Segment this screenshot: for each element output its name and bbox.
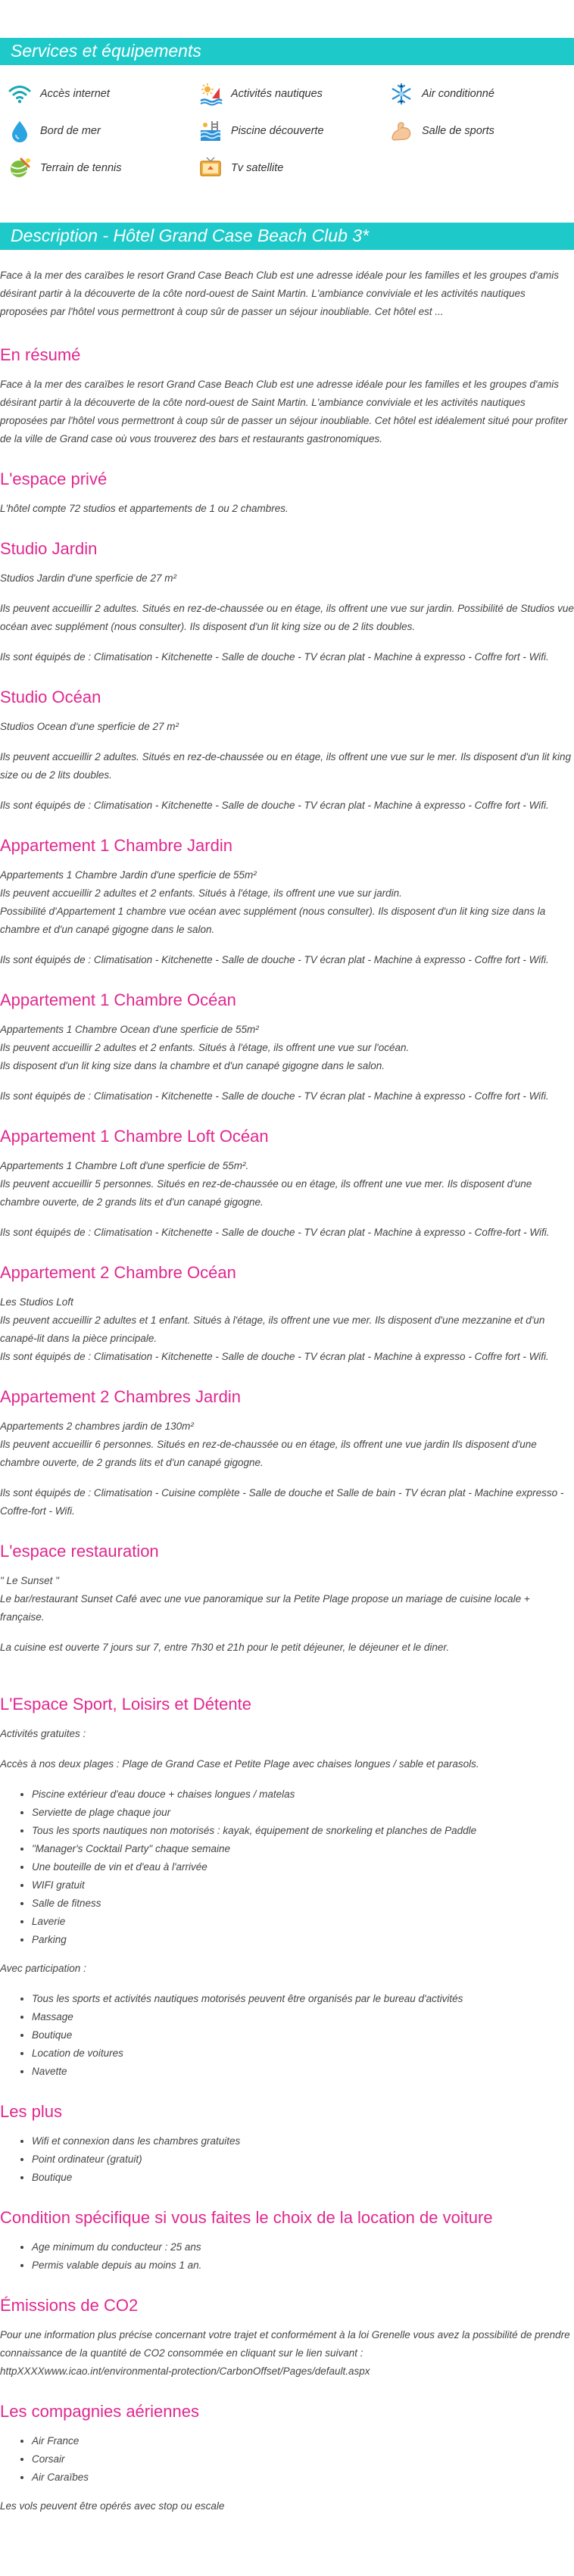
restauration-line1: " Le Sunset " [0, 1575, 59, 1586]
apt1-jardin-equip: Ils sont équipés de : Climatisation - Kitchenette - Salle de douche - TV écran plat - Machine à expresso - Coffre fort - Wifi. [0, 954, 549, 965]
plus-list [0, 2132, 574, 2187]
espace-prive-text: L'hôtel compte 72 studios et appartements de 1 ou 2 chambres. [0, 503, 289, 514]
list-item: • Age minimum du conducteur : 25 ans [32, 2238, 574, 2256]
description-banner: Description - Hôtel Grand Case Beach Club 3* [0, 223, 574, 250]
section-title-compagnies: Les compagnies aériennes [0, 2402, 199, 2421]
apt1-ocean-equip: Ils sont équipés de : Climatisation - Kitchenette - Salle de douche - TV écran plat - Machine à expresso - Coffre fort - Wifi. [0, 1090, 549, 1102]
section-title-co2: Émissions de CO2 [0, 2296, 139, 2315]
service-item-aircon: Air conditionné [389, 82, 574, 106]
apt1-jardin-line3: Possibilité d'Appartement 1 chambre vue océan avec supplément (nous consulter). Ils disposent d'un lit king size dans la chambre et d'un canapé gigogne dans le salon. [0, 906, 546, 935]
apt1-jardin-line1: Appartements 1 Chambre Jardin d'une sperficie de 55m² [0, 869, 257, 881]
apt1-loft-equip: Ils sont équipés de : Climatisation - Kitchenette - Salle de douche - TV écran plat - Machine à expresso - Coffre-fort - Wifi. [0, 1227, 550, 1238]
apt2-jardin-line1: Appartements 2 chambres jardin de 130m² [0, 1421, 194, 1432]
studio-jardin-equip: Ils sont équipés de : Climatisation - Kitchenette - Salle de douche - TV écran plat - Machine à expresso - Coffre fort - Wifi. [0, 651, 549, 663]
compagnies-list [0, 2432, 574, 2487]
list-item: • Corsair [32, 2450, 574, 2468]
section-title-apt1-ocean: Appartement 1 Chambre Océan [0, 990, 236, 1009]
tennis-icon [8, 156, 32, 180]
apt1-loft-line1: Appartements 1 Chambre Loft d'une sperficie de 55m². [0, 1160, 249, 1171]
section-title-apt2-jardin: Appartement 2 Chambres Jardin [0, 1387, 241, 1406]
list-item: • Parking [32, 1931, 574, 1949]
list-item: • Location de voitures [32, 2044, 574, 2063]
service-item-sport: Salle de sports [389, 119, 574, 143]
sport-free-label: Activités gratuites : [0, 1728, 86, 1739]
list-item: • Permis valable depuis au moins 1 an. [32, 2256, 574, 2275]
apt1-jardin-line2: Ils peuvent accueillir 2 adultes et 2 enfants. Situés à l'étage, ils offrent une vue sur jardin. [0, 887, 402, 899]
location-list [0, 2238, 574, 2275]
services-banner: Services et équipements [0, 38, 574, 65]
sport-access: Accès à nos deux plages : Plage de Grand Case et Petite Plage avec chaises longues / sable et parasols. [0, 1758, 479, 1770]
section-title-espace-prive: L'espace privé [0, 469, 108, 488]
apt1-ocean-line1: Appartements 1 Chambre Ocean d'une sperficie de 55m² [0, 1024, 259, 1035]
list-item: • Serviette de plage chaque jour [32, 1804, 574, 1822]
service-item-bord-de-mer: Bord de mer [8, 119, 198, 143]
list-item: • Boutique [32, 2169, 574, 2187]
list-item: • Point ordinateur (gratuit) [32, 2150, 574, 2169]
tv-icon [198, 156, 223, 180]
wifi-icon [8, 82, 32, 106]
section-title-location: Condition spécifique si vous faites le choix de la location de voiture [0, 2208, 493, 2227]
service-item-tv: Tv satellite [198, 156, 389, 180]
muscle-arm-icon [389, 119, 413, 143]
apt2-ocean-equip: Ils sont équipés de : Climatisation - Kitchenette - Salle de douche - TV écran plat - Machine à expresso - Coffre fort - Wifi. [0, 1351, 549, 1362]
list-item: • Boutique [32, 2026, 574, 2044]
co2-link[interactable]: httpXXXXwww.icao.int/environmental-protection/CarbonOffset/Pages/default.aspx [0, 2365, 370, 2377]
studio-jardin-text: Ils peuvent accueillir 2 adultes. Situés en rez-de-chaussée ou en étage, ils offrent une vue sur jardin. Possibilité de Studios vue océan avec supplément (nous consulter). Ils disposent d'un lit king size ou de 2 lits doubles. [0, 603, 574, 632]
co2-text: Pour une information plus précise concernant votre trajet et conformément à la loi Grenelle vous avez la possibilité de prendre connaissance de la quantité de CO2 consommée en cliquant sur le lien suivant : [0, 2329, 570, 2359]
service-item-piscine: Piscine découverte [198, 119, 389, 143]
apt2-ocean-line2: Ils peuvent accueillir 2 adultes et 1 enfant. Situés à l'étage, ils offrent une vue mer. Ils disposent d'une mezzanine et d'un canapé-lit dans la pièce principale. [0, 1315, 545, 1344]
apt2-ocean-line1: Les Studios Loft [0, 1296, 73, 1308]
apt2-jardin-line2: Ils peuvent accueillir 6 personnes. Situés en rez-de-chaussée ou en étage, ils offrent une vue jardin Ils disposent d'une chambre ouverte, de 2 grands lits et d'un canapé gigogne. [0, 1439, 537, 1468]
compagnies-note: Les vols peuvent être opérés avec stop ou escale [0, 2500, 225, 2512]
list-item: • Air France [32, 2432, 574, 2450]
section-title-plus: Les plus [0, 2102, 62, 2121]
apt2-jardin-equip: Ils sont équipés de : Climatisation - Cuisine complète - Salle de douche et Salle de bain - TV écran plat - Machine expresso - Coffre-fort - Wifi. [0, 1487, 564, 1517]
section-title-apt1-loft: Appartement 1 Chambre Loft Océan [0, 1127, 269, 1146]
sport-free-list [0, 1785, 574, 1949]
list-item: • Massage [32, 2008, 574, 2026]
sport-paid-label: Avec participation : [0, 1963, 86, 1974]
section-title-apt2-ocean: Appartement 2 Chambre Océan [0, 1263, 236, 1282]
studio-ocean-equip: Ils sont équipés de : Climatisation - Kitchenette - Salle de douche - TV écran plat - Machine à expresso - Coffre fort - Wifi. [0, 800, 549, 811]
sport-paid-list [0, 1990, 574, 2081]
apt1-ocean-line3: Ils disposent d'un lit king size dans la chambre et d'un canapé gigogne dans le salon. [0, 1060, 385, 1071]
section-title-studio-jardin: Studio Jardin [0, 539, 98, 558]
studio-ocean-size: Studios Ocean d'une sperficie de 27 m² [0, 721, 179, 732]
water-drop-icon [8, 119, 32, 143]
list-item: • Navette [32, 2063, 574, 2081]
studio-ocean-text: Ils peuvent accueillir 2 adultes. Situés en rez-de-chaussée ou en étage, ils offrent une vue sur le mer. Ils disposent d'un lit king size ou de 2 lits doubles. [0, 751, 571, 781]
service-item-internet: Accès internet [8, 82, 198, 106]
list-item: • Laverie [32, 1913, 574, 1931]
list-item: • Wifi et connexion dans les chambres gratuites [32, 2132, 574, 2150]
service-item-tennis: Terrain de tennis [8, 156, 198, 180]
list-item: • Tous les sports et activités nautiques motorisés peuvent être organisés par le bureau d'activités [32, 1990, 574, 2008]
section-title-sport: L'Espace Sport, Loisirs et Détente [0, 1695, 251, 1714]
list-item: • Salle de fitness [32, 1895, 574, 1913]
resume-text: Face à la mer des caraïbes le resort Grand Case Beach Club est une adresse idéale pour les familles et les groupes d'amis désirant partir à la découverte de la côte nord-ouest de Saint Martin. L'ambiance conviviale et les activités nautiques proposées par l'hôtel vous permettront à coup sûr de passer un séjour inoubliable. Cet hôtel est idéalement situé pour profiter de la ville de Grand case où vous trouverez des bars et restaurants gastronomiques. [0, 379, 568, 444]
restauration-line3: La cuisine est ouverte 7 jours sur 7, entre 7h30 et 21h pour le petit déjeuner, le déjeuner et le diner. [0, 1642, 450, 1653]
section-title-apt1-jardin: Appartement 1 Chambre Jardin [0, 836, 232, 855]
studio-jardin-size: Studios Jardin d'une sperficie de 27 m² [0, 572, 176, 584]
list-item: • Une bouteille de vin et d'eau à l'arrivée [32, 1858, 574, 1876]
services-grid [0, 82, 574, 180]
list-item: • Piscine extérieur d'eau douce + chaises longues / matelas [32, 1785, 574, 1804]
description-intro: Face à la mer des caraïbes le resort Grand Case Beach Club est une adresse idéale pour les familles et les groupes d'amis désirant partir à la découverte de la côte nord-ouest de Saint Martin. L'ambiance conviviale et les activités nautiques proposées par l'hôtel vous permettront à coup sûr de passer un séjour inoubliable. Cet hôtel est ... [0, 270, 559, 317]
section-title-resume: En résumé [0, 345, 81, 364]
snowflake-icon [389, 82, 413, 106]
list-item: • "Manager's Cocktail Party" chaque semaine [32, 1840, 574, 1858]
pool-icon [198, 119, 223, 143]
apt1-ocean-line2: Ils peuvent accueillir 2 adultes et 2 enfants. Situés à l'étage, ils offrent une vue sur l'océan. [0, 1042, 410, 1053]
section-title-studio-ocean: Studio Océan [0, 688, 101, 706]
service-item-nautique: Activités nautiques [198, 82, 389, 106]
apt1-loft-line2: Ils peuvent accueillir 5 personnes. Situés en rez-de-chaussée ou en étage, ils offrent une vue mer. Ils disposent d'une chambre ouverte, de 2 grands lits et d'un canapé gigogne. [0, 1178, 532, 1208]
water-activities-icon [198, 82, 223, 106]
restauration-line2: Le bar/restaurant Sunset Café avec une vue panoramique sur la Petite Plage propose un mariage de cuisine locale + française. [0, 1593, 530, 1623]
list-item: • WIFI gratuit [32, 1876, 574, 1895]
section-title-restauration: L'espace restauration [0, 1542, 159, 1561]
list-item: • Air Caraïbes [32, 2468, 574, 2487]
list-item: • Tous les sports nautiques non motorisés : kayak, équipement de snorkeling et planches de Paddle [32, 1822, 574, 1840]
